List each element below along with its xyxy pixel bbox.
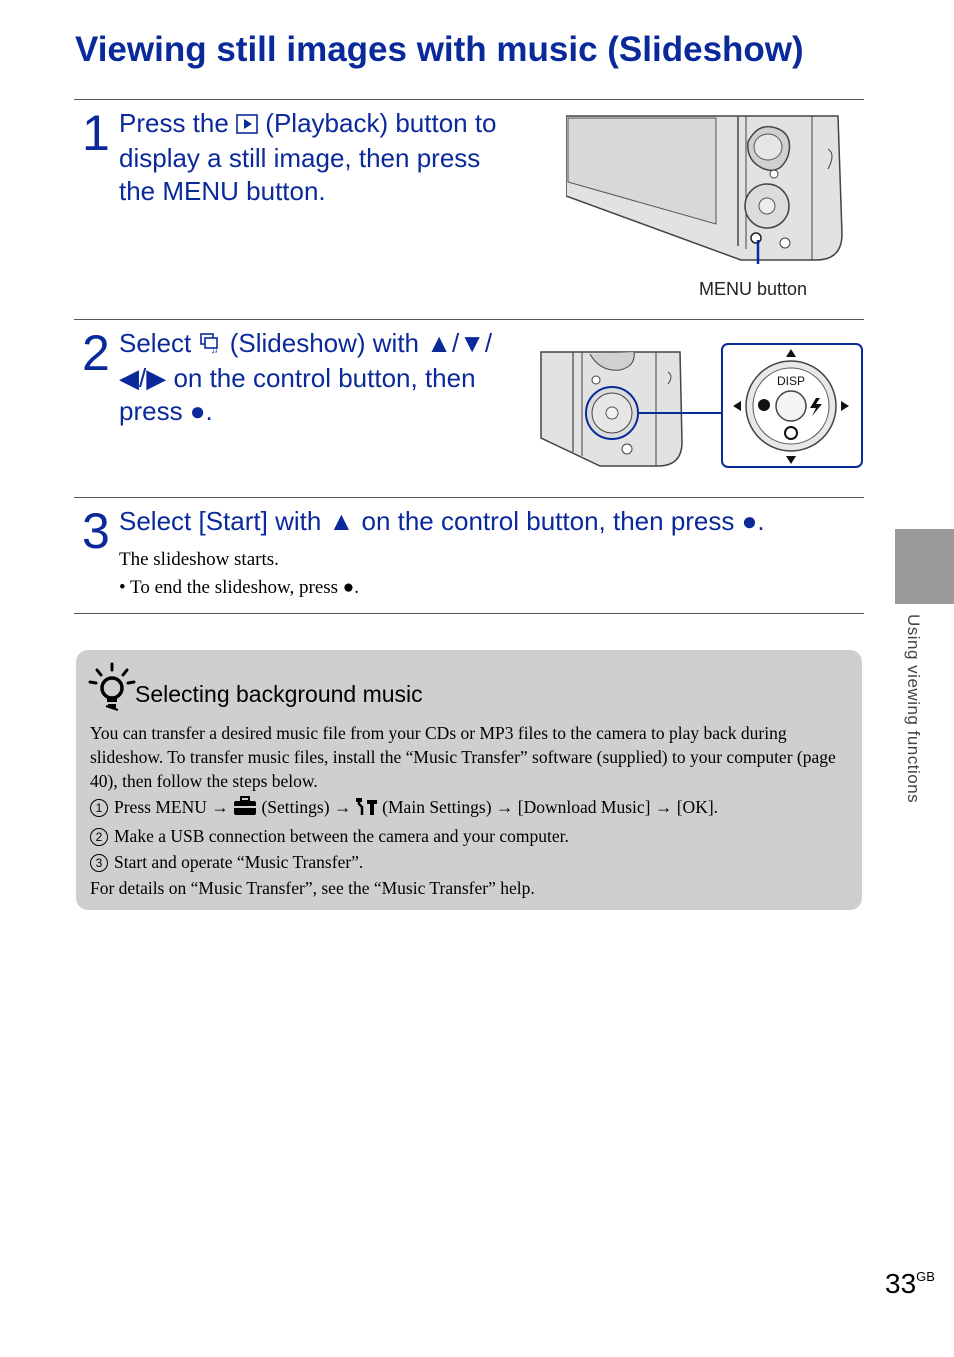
hint-step-text: Press MENU →	[114, 797, 234, 817]
step-1-text	[119, 107, 549, 208]
camera-back-illustration	[566, 114, 846, 264]
menu-button-callout: MENU button	[699, 279, 808, 299]
side-tab-marker	[895, 529, 954, 604]
step-1-number: 1	[82, 105, 110, 161]
page-number	[885, 1268, 935, 1300]
step-2-text	[119, 327, 529, 428]
step-3-text: Select [Start] with ▲ on the control button, then press ●.	[119, 506, 765, 536]
hint-body	[90, 721, 850, 900]
hint-step-1	[90, 795, 850, 822]
page-number-suffix: GB	[916, 1269, 935, 1284]
step-2-text-part: Select	[119, 328, 199, 358]
hint-step-2	[90, 824, 850, 848]
step-circle-number: 3	[90, 854, 108, 872]
control-button-illustration	[540, 342, 865, 470]
divider	[74, 99, 864, 100]
side-tab-label: Using viewing functions	[904, 614, 923, 804]
step-1-text-part: Press the	[119, 108, 237, 138]
hint-step-3	[90, 850, 850, 874]
hint-step-text: Make a USB connection between the camera and your computer.	[114, 825, 569, 846]
slideshow-icon	[199, 329, 223, 362]
page-number-value: 33	[885, 1268, 917, 1299]
step-circle-number: 2	[90, 828, 108, 846]
divider	[74, 497, 864, 498]
divider	[74, 319, 864, 320]
main-settings-icon	[356, 796, 378, 822]
disp-label: DISP	[776, 374, 806, 388]
step-1-text-part: (Playback) button to	[258, 108, 497, 138]
hint-footer: For details on “Music Transfer”, see the “Music Transfer” help.	[90, 877, 535, 898]
step-circle-number: 1	[90, 799, 108, 817]
hint-bulb-icon	[88, 662, 136, 719]
step-1-text-line: the MENU button.	[119, 175, 326, 206]
step-3-body: The slideshow starts.	[119, 549, 279, 570]
svg-text:♫: ♫	[210, 344, 218, 354]
hint-intro: You can transfer a desired music file from your CDs or MP3 files to the camera to play back during slideshow. To transfer music files, install the “Music Transfer” software (supplied) to your computer (page 40), then follow the steps below.	[90, 723, 836, 791]
step-2-number: 2	[82, 325, 110, 381]
step-3-bullet: • To end the slideshow, press ●.	[119, 577, 360, 598]
step-2-text-line: press ●.	[119, 395, 213, 426]
hint-step-text: Start and operate “Music Transfer”.	[114, 851, 364, 872]
step-2-text-line: ◀/▶ on the control button, then	[119, 362, 476, 393]
divider	[74, 613, 864, 614]
step-1-text-line: display a still image, then press	[119, 142, 481, 173]
page-title: Viewing still images with music (Slideshow)	[75, 30, 804, 69]
step-3-number: 3	[82, 503, 110, 559]
playback-icon	[236, 109, 258, 142]
hint-title: Selecting background music	[135, 681, 423, 707]
hint-step-text: (Main Settings) → [Download Music] → [OK].	[377, 797, 719, 817]
hint-step-text: (Settings) →	[257, 797, 356, 817]
step-2-text-part: (Slideshow) with ▲/▼/	[222, 328, 493, 358]
settings-toolbox-icon	[233, 796, 257, 822]
